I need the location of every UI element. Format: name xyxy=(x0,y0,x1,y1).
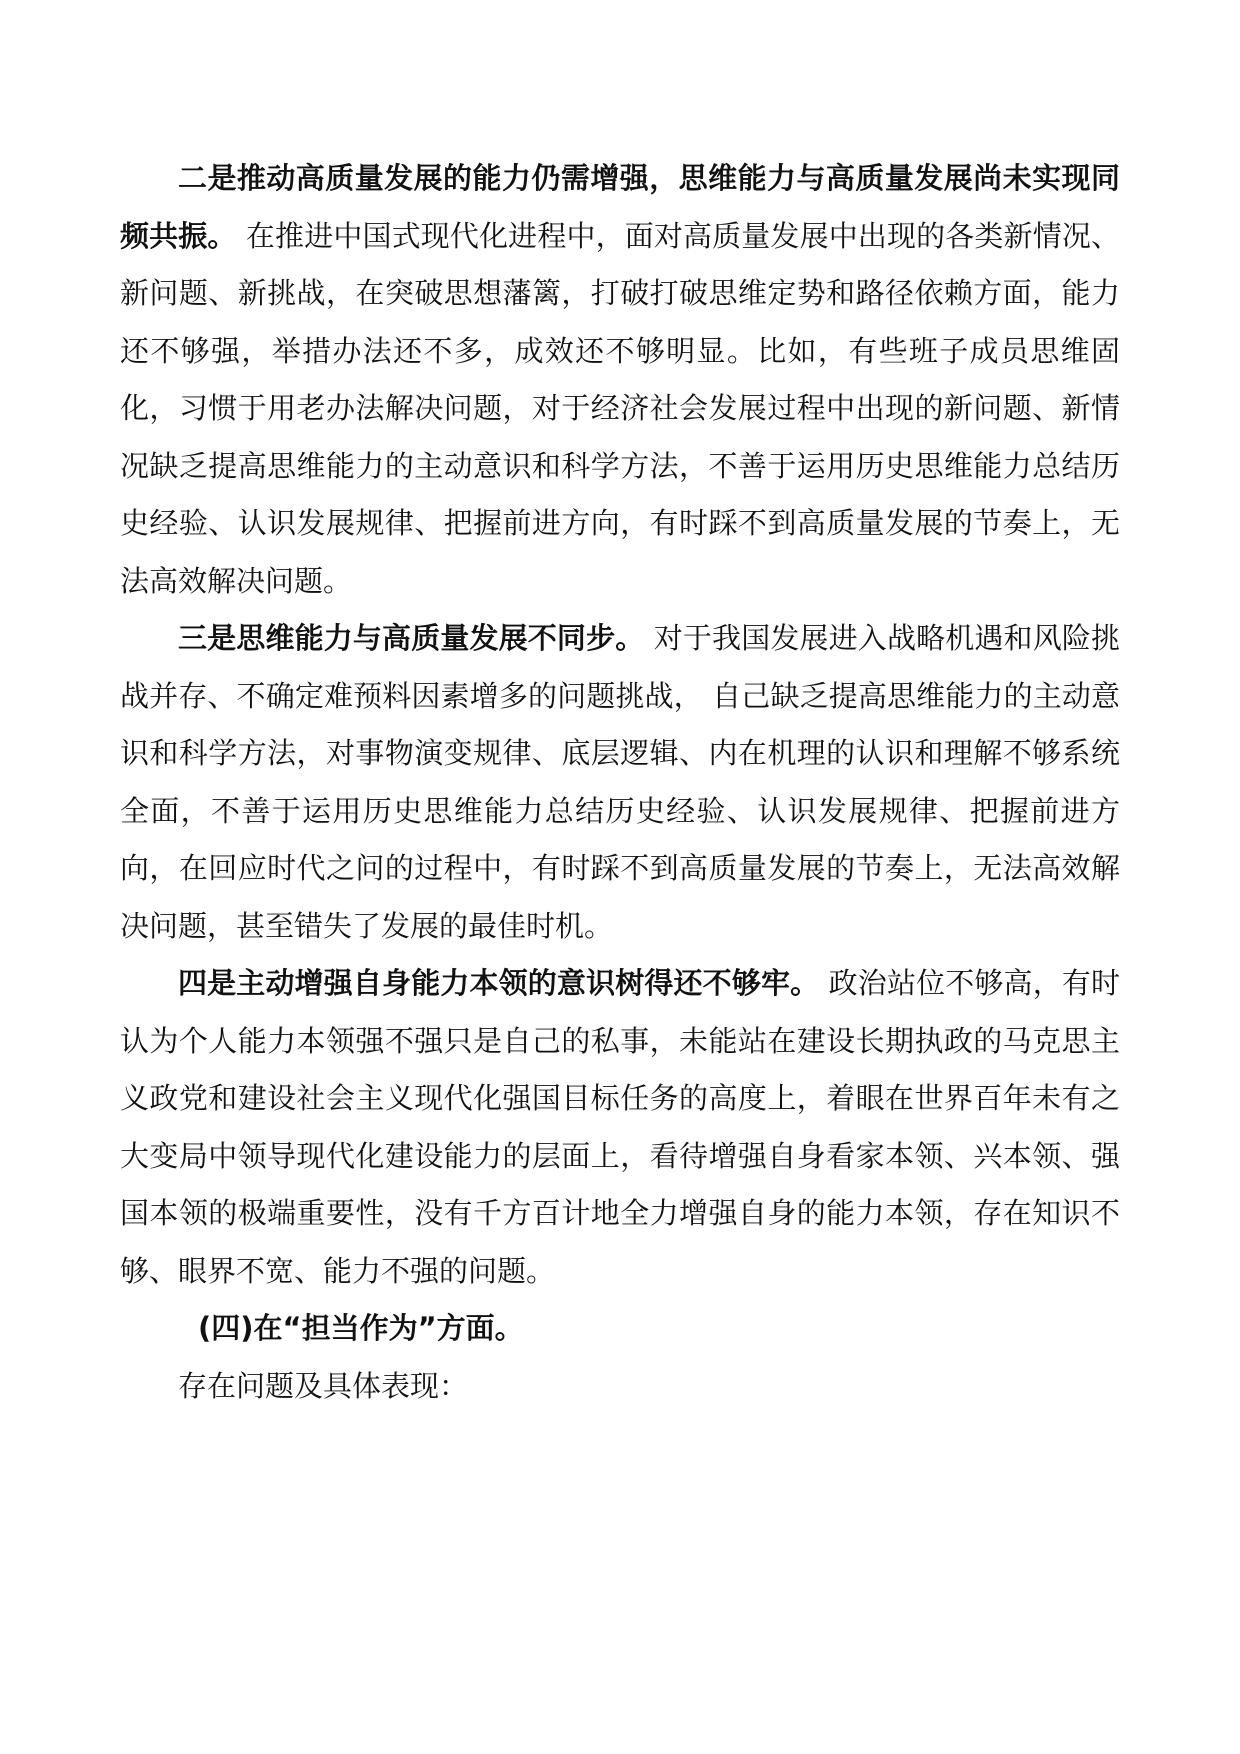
section-heading: (四)在“担当作为”方面。 xyxy=(198,1311,524,1345)
document-page xyxy=(120,150,1120,1415)
paragraph-3-body: 对于我国发展进入战略机遇和风险挑战并存、不确定难预料因素增多的问题挑战， 自己缺乏提高思维能力的主动意识和科学方法，对事物演变规律、底层逻辑、内在机理的认识和理解不够系统全面，不善于运用历史思维能力总结历史经验、认识发展规律、把握前进方向，在回应时代之问的过程中，有时踩不到高质量发展的节奏上，无法高效解决问题，甚至错失了发展的最佳时机。 xyxy=(120,621,1120,943)
paragraph-2-lead: 二是推动高质量发展的能力仍需增强，思维能力与高质量发展尚未实现同频共振。 xyxy=(120,161,1120,253)
paragraph-3-lead: 三是思维能力与高质量发展不同步。 xyxy=(178,621,645,655)
paragraph-2 xyxy=(120,150,1120,610)
paragraph-4-body: 政治站位不够高，有时认为个人能力本领强不强只是自己的私事，未能站在建设长期执政的马克思主义政党和建设社会主义现代化强国目标任务的高度上，着眼在世界百年未有之大变局中领导现代化建设能力的层面上，看待增强自身看家本领、兴本领、强国本领的极端重要性，没有千方百计地全力增强自身的能力本领，存在知识不够、眼界不宽、能力不强的问题。 xyxy=(120,966,1120,1288)
paragraph-4 xyxy=(120,955,1120,1300)
closing-line: 存在问题及具体表现： xyxy=(178,1368,469,1403)
paragraph-2-body: 在推进中国式现代化进程中，面对高质量发展中出现的各类新情况、新问题、新挑战，在突破思想藩篱，打破打破思维定势和路径依赖方面，能力还不够强，举措办法还不多，成效还不够明显。比如，有些班子成员思维固化，习惯于用老办法解决问题，对于经济社会发展过程中出现的新问题、新情况缺乏提高思维能力的主动意识和科学方法，不善于运用历史思维能力总结历史经验、认识发展规律、把握前进方向，有时踩不到高质量发展的节奏上，无法高效解决问题。 xyxy=(120,218,1120,598)
paragraph-3 xyxy=(120,610,1120,955)
paragraph-4-lead: 四是主动增强自身能力本领的意识树得还不够牢。 xyxy=(178,966,820,1000)
